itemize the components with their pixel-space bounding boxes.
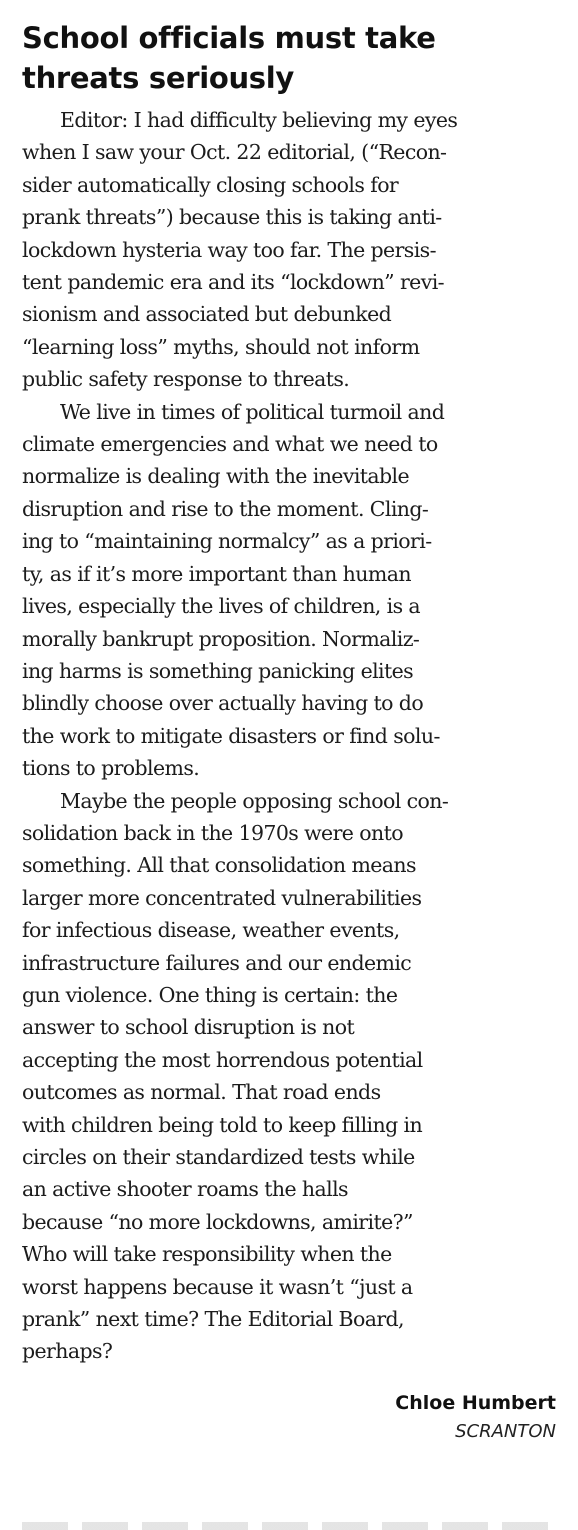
text-line: infrastructure failures and our endemic [22, 950, 412, 975]
text-line: because “no more lockdowns, amirite?” [22, 1209, 413, 1234]
text-line: Who will take responsibility when the [22, 1242, 392, 1267]
text-line: sionism and associated but debunked [22, 302, 392, 327]
letter-body [22, 104, 562, 1368]
text-line: normalize is dealing with the inevitable [22, 464, 410, 489]
text-line: prank threats”) because this is taking anti- [22, 205, 442, 230]
text-line: sider automatically closing schools for [22, 172, 399, 197]
text-line: morally bankrupt proposition. Normaliz- [22, 626, 420, 651]
text-line: disruption and rise to the moment. Cling- [22, 496, 429, 521]
text-line: an active shooter roams the halls [22, 1177, 348, 1202]
text-line: for infectious disease, weather events, [22, 918, 400, 943]
paragraph-2 [22, 396, 562, 785]
text-line: Maybe the people opposing school con- [60, 788, 449, 813]
text-line: lives, especially the lives of children, is a [22, 594, 421, 619]
letter-headline: School officials must take threats seriously [22, 21, 436, 95]
text-line: accepting the most horrendous potential [22, 1047, 423, 1072]
text-line: with children being told to keep filling in [22, 1112, 423, 1137]
text-line: circles on their standardized tests while [22, 1145, 415, 1169]
text-line: lockdown hysteria way too far. The persis- [22, 237, 436, 262]
text-line: larger more concentrated vulnerabilities [22, 885, 422, 910]
text-line: blindly choose over actually having to do [22, 691, 424, 716]
text-line: ty, as if it’s more important than human [22, 561, 411, 586]
text-line: when I saw your Oct. 22 editorial, (“Recon- [22, 140, 447, 165]
text-line: the work to mitigate disasters or find solu- [22, 723, 440, 748]
text-line: answer to school disruption is not [22, 1015, 355, 1040]
text-line: ing to “maintaining normalcy” as a priori- [22, 529, 432, 554]
paragraph-3 [22, 785, 562, 1368]
text-line: gun violence. One thing is certain: the [22, 982, 398, 1007]
text-line: ing harms is something panicking elites [22, 658, 414, 683]
author-city: SCRANTON [455, 1420, 556, 1442]
clipping-cutoff-edge [22, 1522, 562, 1530]
text-line: solidation back in the 1970s were onto [22, 820, 403, 845]
text-line: Editor: I had difficulty believing my eyes [60, 108, 458, 132]
author-name: Chloe Humbert [395, 1391, 556, 1414]
text-line: prank” next time? The Editorial Board, [22, 1307, 404, 1332]
text-line: tent pandemic era and its “lockdown” revi- [22, 270, 444, 295]
text-line: “learning loss” myths, should not inform [22, 334, 420, 359]
text-line: climate emergencies and what we need to [22, 432, 438, 457]
text-line: We live in times of political turmoil and [60, 399, 445, 424]
text-line: tions to problems. [22, 756, 200, 781]
paragraph-1 [22, 104, 562, 396]
text-line: outcomes as normal. That road ends [22, 1080, 381, 1105]
text-line: something. All that consolidation means [22, 853, 416, 878]
signature-block [22, 1388, 562, 1446]
text-line: perhaps? [22, 1339, 113, 1364]
text-line: worst happens because it wasn’t “just a [22, 1274, 413, 1299]
text-line: public safety response to threats. [22, 367, 350, 392]
